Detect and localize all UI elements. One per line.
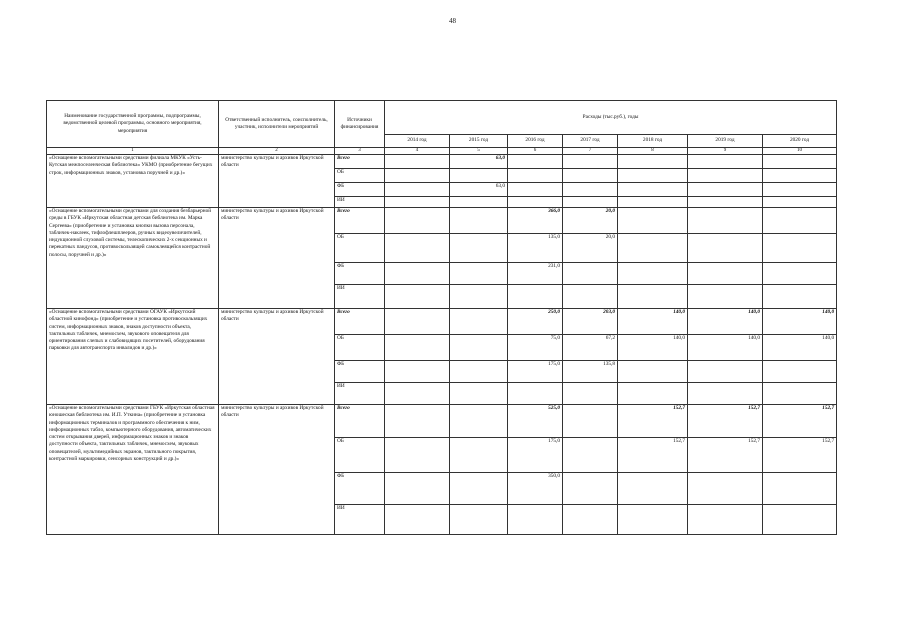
header-responsible: Ответственный исполнитель, соисполнитель, участник, исполнители мероприятий — [219, 101, 335, 148]
column-number: 10 — [763, 148, 837, 155]
column-number: 9 — [688, 148, 763, 155]
expense-value: 20,0 — [563, 234, 618, 263]
expense-value — [763, 155, 837, 169]
expense-value — [508, 505, 563, 535]
column-number: 4 — [385, 148, 450, 155]
expense-value — [385, 285, 450, 309]
year-header: 2014 год — [385, 135, 450, 148]
responsible-executor: министерство культуры и архивов Иркутской области — [219, 405, 335, 535]
funding-source: Всего — [335, 309, 385, 335]
expense-value — [763, 505, 837, 535]
expense-value — [508, 155, 563, 169]
expense-value — [688, 361, 763, 383]
table-body — [47, 155, 837, 535]
expense-value — [385, 234, 450, 263]
expense-value: 140,0 — [763, 309, 837, 335]
expense-value — [563, 405, 618, 438]
expense-value — [563, 438, 618, 473]
expense-value — [688, 183, 763, 197]
expense-value — [450, 234, 508, 263]
expense-value: 152,7 — [688, 405, 763, 438]
expense-value — [385, 309, 450, 335]
expense-value: 20,0 — [563, 208, 618, 234]
expense-value — [385, 208, 450, 234]
expense-value — [450, 263, 508, 285]
expense-value — [618, 361, 688, 383]
expense-value: 350,0 — [508, 473, 563, 505]
expense-value — [450, 309, 508, 335]
year-header: 2016 год — [508, 135, 563, 148]
expense-value — [618, 169, 688, 183]
expense-value — [763, 234, 837, 263]
column-number-row — [47, 148, 837, 155]
expense-value — [688, 473, 763, 505]
expense-value: 175,0 — [508, 361, 563, 383]
column-number: 3 — [335, 148, 385, 155]
expense-value — [618, 155, 688, 169]
expense-value: 135,0 — [508, 234, 563, 263]
expense-value — [450, 438, 508, 473]
expense-value — [763, 473, 837, 505]
expense-value — [688, 155, 763, 169]
table-header — [47, 101, 837, 155]
responsible-executor: министерство культуры и архивов Иркутской области — [219, 208, 335, 309]
expense-value — [563, 473, 618, 505]
expense-value — [450, 169, 508, 183]
expense-value — [618, 383, 688, 405]
expense-value: 63,0 — [450, 183, 508, 197]
program-description: «Оснащение вспомогательными средствами филиала МКУК «Усть-Кутская межпоселенческая библиотека» УКМО (приобретение бегущих строк, информационных знаков, установка поручней и др.)» — [47, 155, 219, 208]
expense-value — [385, 183, 450, 197]
page-number: 48 — [449, 17, 456, 25]
expense-value — [385, 169, 450, 183]
funding-source: Всего — [335, 208, 385, 234]
expense-value — [385, 361, 450, 383]
expense-value: 250,0 — [508, 309, 563, 335]
expense-value: 135,8 — [563, 361, 618, 383]
funding-source: ИИ — [335, 285, 385, 309]
expense-value — [688, 197, 763, 208]
expense-value — [688, 505, 763, 535]
responsible-executor: министерство культуры и архивов Иркутской области — [219, 155, 335, 208]
expense-value — [450, 505, 508, 535]
expense-value — [450, 383, 508, 405]
expense-value — [508, 183, 563, 197]
funding-source: ФБ — [335, 473, 385, 505]
expense-value — [508, 383, 563, 405]
expense-value — [763, 263, 837, 285]
expense-value — [508, 285, 563, 309]
expense-value — [563, 285, 618, 309]
expense-value — [385, 383, 450, 405]
expense-value: 152,7 — [763, 438, 837, 473]
expense-value — [688, 234, 763, 263]
expense-value — [763, 208, 837, 234]
column-number: 6 — [508, 148, 563, 155]
expense-value — [563, 263, 618, 285]
expense-value — [450, 197, 508, 208]
expense-value — [763, 183, 837, 197]
responsible-executor: министерство культуры и архивов Иркутской области — [219, 309, 335, 405]
expense-value — [385, 405, 450, 438]
expense-value: 140,0 — [618, 309, 688, 335]
funding-source: ОБ — [335, 335, 385, 361]
funding-source: ФБ — [335, 361, 385, 383]
header-expenses: Расходы (тыс.руб.), годы — [385, 101, 837, 135]
expense-value — [563, 197, 618, 208]
expense-value: 525,0 — [508, 405, 563, 438]
expense-value: 63,0 — [450, 155, 508, 169]
expense-value: 152,7 — [618, 438, 688, 473]
expense-value — [450, 335, 508, 361]
year-header: 2020 год — [763, 135, 837, 148]
funding-source: Всего — [335, 155, 385, 169]
header-program: Наименование государственной программы, подпрограммы, ведомственной целевой программы, основного мероприятия, мероприятия — [47, 101, 219, 148]
column-number: 2 — [219, 148, 335, 155]
expense-value — [763, 285, 837, 309]
table-row — [47, 208, 837, 234]
funding-source: Всего — [335, 405, 385, 438]
expense-value — [618, 234, 688, 263]
expense-value: 67,2 — [563, 335, 618, 361]
program-description: «Оснащение вспомогательными средствами для создания безбарьерной среды в ГБУК «Иркутская областная детская библиотека им. Марка Сергеева» (приобретение и установка кнопки вызова персонала, табличек-наклеек, тифлофлешплееров, ручных видеоувеличителей, индукционной слуховой системы, телескопических 2-х секционных и перекатных пандусов, противоскользящей самоклеящейся контрастной полосы, поручней и др.)» — [47, 208, 219, 309]
funding-source: ОБ — [335, 438, 385, 473]
expense-value — [450, 208, 508, 234]
expense-value: 175,0 — [508, 438, 563, 473]
expense-value: 152,7 — [763, 405, 837, 438]
expense-value — [563, 505, 618, 535]
expense-value — [385, 505, 450, 535]
expense-value — [385, 263, 450, 285]
program-description: «Оснащение вспомогательными средствами ГБУК «Иркутская областная юношеская библиотека им. И.П. Уткина» (приобретение и установка информационных терминалов и программного обеспечения к ним, информационных табло, компьютерного оборудования, автоматических систем открывания дверей, информационных знаков и знаков доступности объекта, тактильных табличек, мнемосхем, звуковых оповещателей, мультимедийных экранов, тактильного покрытия, контрастной маркировки, сенсорных конструкций и др.)» — [47, 405, 219, 535]
funding-source: ФБ — [335, 183, 385, 197]
expense-value — [688, 285, 763, 309]
expense-value — [618, 183, 688, 197]
expense-value — [450, 285, 508, 309]
funding-source: ИИ — [335, 505, 385, 535]
expense-value — [618, 473, 688, 505]
budget-table — [46, 100, 837, 535]
expense-value: 366,0 — [508, 208, 563, 234]
year-header: 2019 год — [688, 135, 763, 148]
header-sources: Источники финансирования — [335, 101, 385, 148]
expense-value: 231,0 — [508, 263, 563, 285]
funding-source: ОБ — [335, 234, 385, 263]
program-description: «Оснащение вспомогательными средствами ОГАУК «Иркутский областной кинофонд» (приобретение и установка противоскользящих систем, информационных знаков, знаков доступности объекта, тактильных табличек, мнемосхем, звукового оповещателя для ориентирования слепых и слабовидящих посетителей, оборудования парковки для автотранспорта инвалидов и др.)» — [47, 309, 219, 405]
expense-value — [385, 335, 450, 361]
column-number: 7 — [563, 148, 618, 155]
year-header: 2018 год — [618, 135, 688, 148]
expense-value — [508, 197, 563, 208]
expense-value — [508, 169, 563, 183]
expense-value — [688, 208, 763, 234]
expense-value — [688, 383, 763, 405]
expense-value — [563, 155, 618, 169]
expense-value — [385, 155, 450, 169]
table-row — [47, 309, 837, 335]
expense-value: 140,0 — [763, 335, 837, 361]
expense-value — [618, 505, 688, 535]
column-number: 1 — [47, 148, 219, 155]
expense-value — [763, 169, 837, 183]
expense-value: 152,7 — [618, 405, 688, 438]
expense-value — [563, 169, 618, 183]
expense-value — [618, 263, 688, 285]
funding-source: ОБ — [335, 169, 385, 183]
expense-value — [385, 197, 450, 208]
funding-source: ИИ — [335, 197, 385, 208]
expense-value — [763, 361, 837, 383]
expense-value: 75,0 — [508, 335, 563, 361]
expense-value — [563, 183, 618, 197]
funding-source: ФБ — [335, 263, 385, 285]
funding-source: ИИ — [335, 383, 385, 405]
column-number: 5 — [450, 148, 508, 155]
expense-value: 140,0 — [688, 335, 763, 361]
expense-value — [688, 169, 763, 183]
expense-value — [618, 197, 688, 208]
table-row — [47, 155, 837, 169]
expense-value — [618, 285, 688, 309]
expense-value: 203,0 — [563, 309, 618, 335]
year-header: 2017 год — [563, 135, 618, 148]
expense-value — [450, 361, 508, 383]
column-number: 8 — [618, 148, 688, 155]
year-header: 2015 год — [450, 135, 508, 148]
expense-value — [450, 405, 508, 438]
expense-value — [385, 473, 450, 505]
expense-value: 140,0 — [618, 335, 688, 361]
expense-value — [763, 383, 837, 405]
expense-value: 152,7 — [688, 438, 763, 473]
expense-value — [450, 473, 508, 505]
table-row — [47, 405, 837, 438]
expense-value — [688, 263, 763, 285]
expense-value — [763, 197, 837, 208]
expense-value — [618, 208, 688, 234]
expense-value — [563, 383, 618, 405]
expense-value: 140,0 — [688, 309, 763, 335]
expense-value — [385, 438, 450, 473]
